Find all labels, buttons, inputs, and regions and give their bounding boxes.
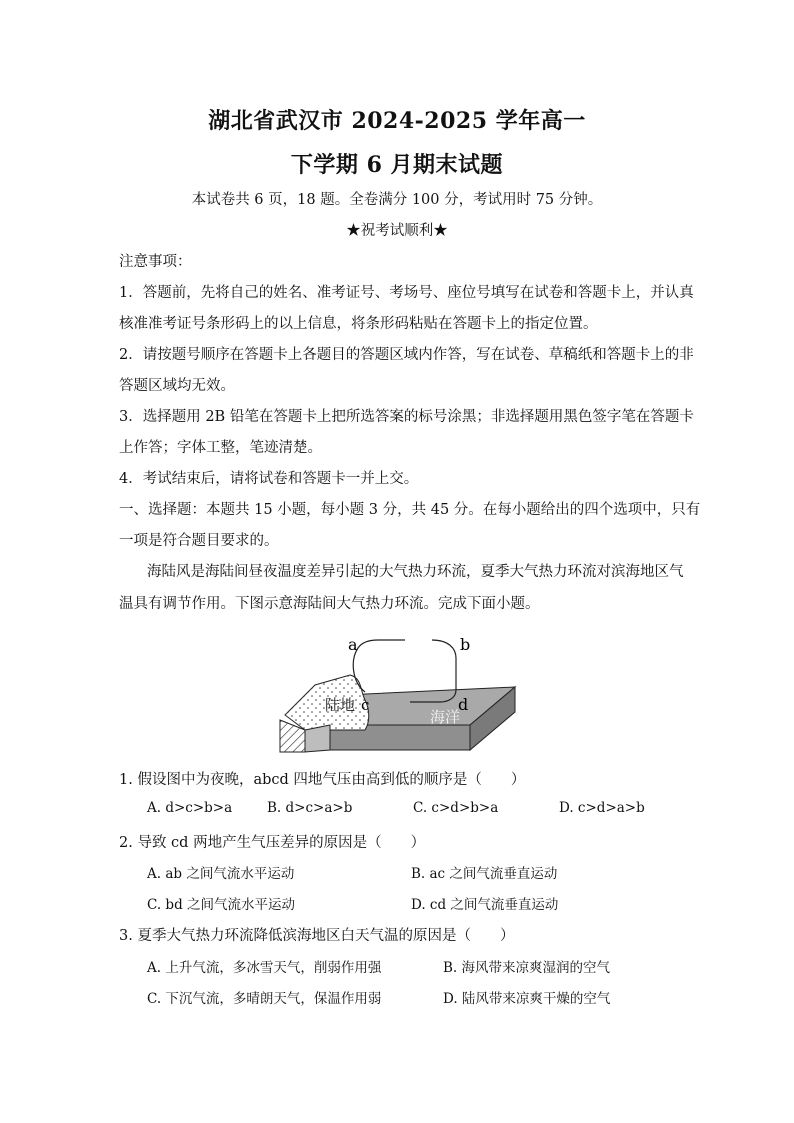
label-d: d — [458, 695, 469, 714]
passage-line: 海陆风是海陆间昼夜温度差异引起的大气热力环流，夏季大气热力环流对滨海地区气 — [147, 564, 684, 580]
label-b: b — [460, 635, 471, 654]
sea-land-breeze-figure — [270, 630, 540, 760]
note-line: 2．请按题号顺序在答题卡上各题目的答题区域内作答，写在试卷、草稿纸和答题卡上的非 — [119, 347, 694, 363]
q2-option-b[interactable]: B. ac 之间气流垂直运动 — [411, 866, 558, 882]
note-line: 3．选择题用 2B 铅笔在答题卡上把所选答案的标号涂黑；非选择题用黑色签字笔在答题卡 — [119, 409, 694, 425]
passage-line: 温具有调节作用。下图示意海陆间大气热力环流。完成下面小题。 — [119, 596, 540, 612]
label-a: a — [348, 635, 358, 654]
q3-option-a[interactable]: A. 上升气流，多冰雪天气，削弱作用强 — [147, 960, 382, 976]
label-land: 陆地 — [325, 696, 356, 714]
note-line: 答题区域均无效。 — [119, 378, 235, 394]
question-3-stem: 3. 夏季大气热力环流降低滨海地区白天气温的原因是（ ） — [119, 928, 515, 944]
exam-title-line1: 湖北省武汉市 2024-2025 学年高一 — [208, 108, 586, 134]
q1-option-d[interactable]: D. c>d>a>b — [559, 800, 645, 816]
note-line: 1．答题前，先将自己的姓名、准考证号、考场号、座位号填写在试卷和答题卡上，并认真 — [119, 285, 694, 301]
q3-option-c[interactable]: C. 下沉气流，多晴朗天气，保温作用弱 — [147, 991, 382, 1007]
exam-info: 本试卷共 6 页，18 题。全卷满分 100 分，考试用时 75 分钟。 — [191, 192, 603, 208]
note-line: 核准准考证号条形码上的以上信息，将条形码粘贴在答题卡上的指定位置。 — [119, 316, 598, 332]
q2-option-d[interactable]: D. cd 之间气流垂直运动 — [411, 897, 559, 913]
blessing-text: ★祝考试顺利★ — [346, 223, 448, 239]
q1-option-c[interactable]: C. c>d>b>a — [413, 800, 499, 816]
q3-option-d[interactable]: D. 陆风带来凉爽干燥的空气 — [443, 991, 611, 1007]
q3-option-b[interactable]: B. 海风带来凉爽湿润的空气 — [443, 960, 611, 976]
question-2-stem: 2. 导致 cd 两地产生气压差异的原因是（ ） — [119, 835, 426, 851]
label-c: c — [361, 696, 370, 714]
q2-option-a[interactable]: A. ab 之间气流水平运动 — [147, 866, 295, 882]
section-heading: 一、选择题：本题共 15 小题，每小题 3 分，共 45 分。在每小题给出的四个选项中，只有 — [119, 502, 701, 518]
notes-heading: 注意事项： — [119, 254, 192, 270]
section-heading-cont: 一项是符合题目要求的。 — [119, 533, 279, 549]
circulation-left — [353, 640, 405, 692]
q1-option-b[interactable]: B. d>c>a>b — [267, 800, 353, 816]
note-line: 4．考试结束后，请将试卷和答题卡一并上交。 — [119, 471, 419, 487]
question-1-stem: 1. 假设图中为夜晚，abcd 四地气压由高到低的顺序是（ ） — [119, 772, 526, 788]
q2-option-c[interactable]: C. bd 之间气流水平运动 — [147, 897, 296, 913]
note-line: 上作答；字体工整，笔迹清楚。 — [119, 440, 322, 456]
exam-title-line2: 下学期 6 月期末试题 — [290, 152, 504, 178]
q1-option-a[interactable]: A. d>c>b>a — [147, 800, 233, 816]
label-ocean: 海洋 — [430, 708, 461, 726]
